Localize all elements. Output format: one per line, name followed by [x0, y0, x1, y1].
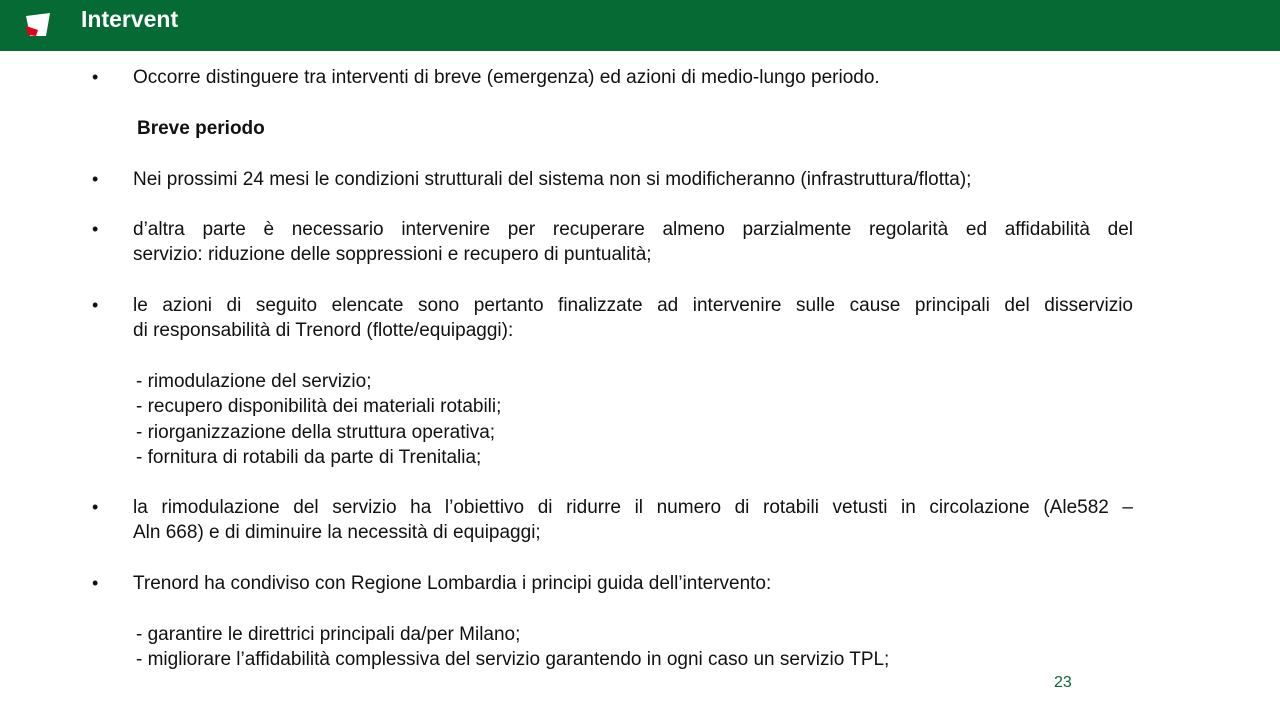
bullet-marker: •	[92, 497, 99, 517]
list-item: - riorganizzazione della struttura operativa;	[136, 422, 496, 443]
bullet-text-line: servizio: riduzione delle soppressioni e recupero di puntualità;	[133, 244, 652, 265]
bullet-text-line: d’altra parte è necessario intervenire per recuperare almeno parzialmente regolarità ed affidabilità del	[133, 219, 1133, 240]
list-item: - garantire le direttrici principali da/per Milano;	[136, 624, 521, 645]
bullet-text: Trenord ha condiviso con Regione Lombardia i principi guida dell’intervento:	[133, 573, 772, 594]
bullet-marker: •	[92, 67, 99, 87]
bullet-marker: •	[92, 219, 99, 239]
bullet-text: Nei prossimi 24 mesi le condizioni strutturali del sistema non si modificheranno (infrastruttura/flotta);	[133, 169, 972, 190]
section-heading: Breve periodo	[137, 118, 265, 139]
bullet-marker: •	[92, 573, 99, 593]
list-item: - rimodulazione del servizio;	[136, 371, 372, 392]
bullet-text-line: la rimodulazione del servizio ha l’obiettivo di ridurre il numero di rotabili vetusti in circolazione (Ale582 –	[133, 497, 1133, 518]
bullet-text-line: di responsabilità di Trenord (flotte/equipaggi):	[133, 320, 514, 341]
list-item: - fornitura di rotabili da parte di Trenitalia;	[136, 447, 482, 468]
bullet-text-line: Aln 668) e di diminuire la necessità di equipaggi;	[133, 522, 541, 543]
slide-title: Intervent	[81, 6, 179, 32]
intro-text: Occorre distinguere tra interventi di breve (emergenza) ed azioni di medio-lungo periodo.	[133, 67, 880, 88]
bullet-marker: •	[92, 295, 99, 315]
page-number: 23	[1054, 674, 1072, 691]
bullet-text-line: le azioni di seguito elencate sono pertanto finalizzate ad intervenire sulle cause principali del disservizio	[133, 295, 1133, 316]
bullet-marker: •	[92, 169, 99, 189]
list-item: - recupero disponibilità dei materiali rotabili;	[136, 396, 502, 417]
list-item: - migliorare l’affidabilità complessiva del servizio garantendo in ogni caso un servizio TPL;	[136, 649, 890, 670]
